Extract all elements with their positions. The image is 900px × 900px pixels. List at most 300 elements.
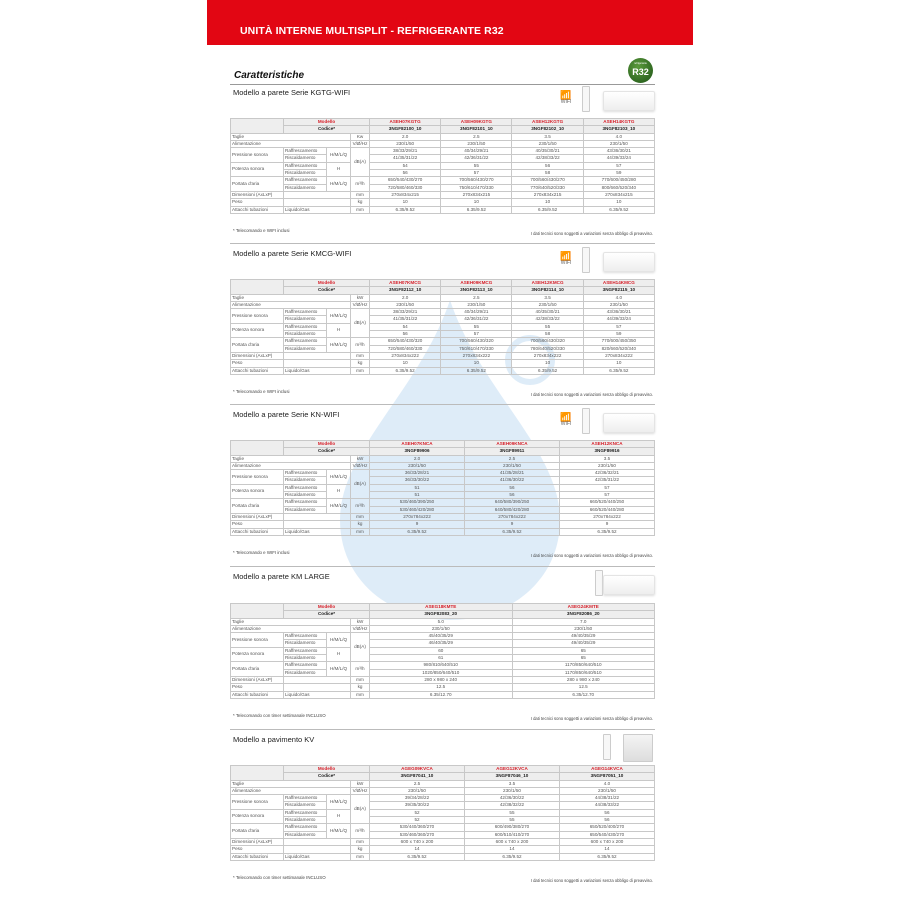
spec-value: 700/560/430/270: [441, 177, 512, 184]
row-label: Dimensioni (AxLxP): [231, 838, 284, 845]
model-code: 3NGF82083_20: [370, 611, 512, 618]
spec-value: 650/520/400/270: [559, 824, 654, 831]
mode-label: Riscaldamento: [284, 184, 327, 191]
spec-value: 39/35/30/22: [370, 802, 465, 809]
codice-label: Codice*: [284, 126, 370, 133]
spec-value: 6.35/9.52: [512, 367, 583, 374]
modello-label: Modello: [284, 119, 370, 126]
header-blank: [231, 280, 284, 295]
spec-value: 39/34/28/22: [370, 795, 465, 802]
model-name: ASEG24KMTE: [512, 604, 655, 611]
table-row: [231, 140, 655, 147]
spec-value: 55: [441, 162, 512, 169]
row-label: Portata d'aria: [231, 824, 284, 839]
footnote: * Telecomando con timer settimanale INCLUSO: [233, 875, 326, 880]
mode-label: Raffrescamento: [284, 484, 327, 491]
spec-value: 6.35/9.52: [370, 528, 465, 535]
spec-value: 650/540/430/320: [370, 338, 441, 345]
speed-label: H/M/L/Q: [327, 338, 351, 353]
spec-value: 49/40/35/29: [512, 633, 655, 640]
spec-value: 7.0: [512, 618, 655, 625]
spec-value: 230/1/50: [512, 301, 583, 308]
spec-value: 640/580/420/280: [465, 506, 560, 513]
spec-value: 57: [441, 331, 512, 338]
codice-label: Codice*: [284, 611, 370, 618]
section-title: Modello a parete KM LARGE: [233, 572, 330, 581]
spec-value: 45/40/35/29: [370, 633, 512, 640]
unit: Kw: [351, 133, 370, 140]
unit: m³/h: [351, 824, 370, 839]
mode-label: Riscaldamento: [284, 802, 327, 809]
model-code: 3NGF87051_10: [559, 773, 654, 780]
spec-value: 44/39/33/24: [583, 155, 654, 162]
table-header-row: [231, 126, 655, 133]
row-label: Potenza sonora: [231, 323, 284, 338]
spec-value: 4.0: [583, 294, 654, 301]
spec-value: 56: [465, 484, 560, 491]
spec-value: 230/1/50: [370, 301, 441, 308]
spec-value: 42/36/30/22: [465, 795, 560, 802]
spec-value: 770/600/450/280: [583, 177, 654, 184]
unit: kg: [351, 521, 370, 528]
product-images: [555, 246, 655, 280]
table-header-row: [231, 604, 655, 611]
r32-badge: refrigerante R32: [628, 58, 653, 83]
unit: mm: [351, 352, 370, 359]
mode-label: Liquido/Gas: [284, 367, 351, 374]
table-header-row: [231, 448, 655, 455]
row-label: Potenza sonora: [231, 647, 284, 662]
spec-value: 270x784x222: [465, 513, 560, 520]
spec-value: 4.0: [559, 780, 654, 787]
unit: m³/h: [351, 338, 370, 353]
empty-cell: [284, 684, 351, 691]
spec-value: 46/40/35/29: [370, 640, 512, 647]
remote-control-image: [582, 247, 590, 273]
speed-label: H/M/L/Q: [327, 633, 351, 648]
model-code: 3NGF87041_10: [370, 773, 465, 780]
codice-label: Codice*: [284, 287, 370, 294]
spec-value: 57: [559, 484, 654, 491]
section-title: Modello a parete Serie KN-WIFI: [233, 410, 340, 419]
mode-label: Raffrescamento: [284, 162, 327, 169]
unit: kg: [351, 846, 370, 853]
spec-value: 230/1/50: [465, 787, 560, 794]
spec-table: [230, 603, 655, 699]
spec-value: 55: [465, 809, 560, 816]
section-heading: Caratteristiche: [234, 70, 305, 81]
spec-value: 12.5: [512, 684, 655, 691]
spec-value: 750/610/470/330: [441, 184, 512, 191]
row-label: Potenza sonora: [231, 162, 284, 177]
table-row: [231, 838, 655, 845]
spec-value: 57: [441, 170, 512, 177]
mode-label: Raffrescamento: [284, 499, 327, 506]
spec-value: 6.35/9.52: [583, 206, 654, 213]
modello-label: Modello: [284, 280, 370, 287]
unit: kg: [351, 684, 370, 691]
mode-label: Liquido/Gas: [284, 691, 351, 698]
unit: kW: [351, 780, 370, 787]
spec-value: 600 x 740 x 200: [559, 838, 654, 845]
spec-value: 270x834x222: [583, 352, 654, 359]
speed-label: H: [327, 484, 351, 499]
spec-value: 640/580/390/250: [465, 499, 560, 506]
mode-label: Riscaldamento: [284, 817, 327, 824]
spec-value: 65: [512, 647, 655, 654]
row-label: Attacchi tubazioni: [231, 528, 284, 535]
indoor-unit-image: [603, 413, 655, 433]
unit: dB(A): [351, 148, 370, 177]
spec-table: [230, 279, 655, 375]
spec-value: 9: [465, 521, 560, 528]
model-name: ASEH14KGTG: [583, 119, 654, 126]
divider: [230, 729, 655, 730]
table-row: [231, 352, 655, 359]
spec-value: 10: [441, 360, 512, 367]
table-row: [231, 691, 655, 698]
row-label: Portata d'aria: [231, 662, 284, 677]
spec-value: 59: [583, 331, 654, 338]
model-code: 3NGF89906: [370, 448, 465, 455]
model-name: ASEH07KGTG: [370, 119, 441, 126]
footnote: * Telecomando con timer settimanale INCLUSO: [233, 713, 326, 718]
product-images: [555, 732, 655, 766]
row-label: Dimensioni (AxLxP): [231, 676, 284, 683]
spec-value: 41/35/31/22: [370, 155, 441, 162]
spec-value: 44/38/33/22: [559, 802, 654, 809]
table-row: [231, 787, 655, 794]
modello-label: Modello: [284, 766, 370, 773]
spec-value: 530/460/390/250: [370, 499, 465, 506]
table-row: [231, 191, 655, 198]
section-title: Modello a pavimento KV: [233, 735, 315, 744]
spec-value: 3.5: [512, 294, 583, 301]
spec-value: 2.0: [370, 294, 441, 301]
spec-value: 40/35/30/21: [512, 148, 583, 155]
table-row: [231, 669, 655, 676]
unit: V/Ø/Hz: [351, 787, 370, 794]
unit: mm: [351, 838, 370, 845]
row-label: Peso: [231, 199, 284, 206]
spec-value: 230/1/50: [441, 301, 512, 308]
table-row: [231, 162, 655, 169]
unit: dB(A): [351, 309, 370, 338]
section-title: Modello a parete Serie KMCG-WIFI: [233, 249, 352, 258]
spec-table: [230, 765, 655, 861]
row-label: Dimensioni (AxLxP): [231, 191, 284, 198]
unit: dB(A): [351, 633, 370, 662]
table-header-row: [231, 766, 655, 773]
speed-label: H/M/L/Q: [327, 795, 351, 810]
spec-value: 14: [370, 846, 465, 853]
mode-label: Riscaldamento: [284, 492, 327, 499]
spec-value: 42/35/31/22: [559, 477, 654, 484]
indoor-unit-image: [603, 575, 655, 595]
modello-label: Modello: [284, 604, 370, 611]
spec-value: 43/36/30/21: [583, 309, 654, 316]
mode-label: Liquido/Gas: [284, 528, 351, 535]
spec-value: 60: [370, 647, 512, 654]
product-images: [555, 569, 655, 603]
remote-control-image: [603, 734, 611, 760]
disclaimer: I dati tecnici sono soggetti a variazioni senza obbligo di preavviso.: [530, 553, 653, 558]
speed-label: H: [327, 809, 351, 824]
row-label: Pressione sonora: [231, 309, 284, 324]
spec-value: 42/38/33/22: [512, 316, 583, 323]
spec-value: 6.35/9.52: [441, 206, 512, 213]
empty-cell: [284, 360, 351, 367]
row-label: Peso: [231, 684, 284, 691]
speed-label: H: [327, 647, 351, 662]
spec-value: 800/660/520/340: [583, 184, 654, 191]
row-label: Portata d'aria: [231, 499, 284, 514]
spec-value: 700/560/430/320: [512, 338, 583, 345]
divider: [230, 566, 655, 567]
spec-value: 600/490/380/270: [465, 824, 560, 831]
spec-value: 2.5: [370, 780, 465, 787]
table-row: [231, 684, 655, 691]
empty-cell: [284, 676, 351, 683]
table-row: [231, 470, 655, 477]
mode-label: Raffrescamento: [284, 338, 327, 345]
floor-unit-image: [623, 734, 653, 762]
spec-table: [230, 118, 655, 214]
spec-value: 530/440/360/270: [370, 824, 465, 831]
model-name: ASEH07KNCA: [370, 441, 465, 448]
row-label: Dimensioni (AxLxP): [231, 352, 284, 359]
remote-control-image: [582, 86, 590, 112]
spec-value: 6.35/12.70: [370, 691, 512, 698]
indoor-unit-image: [603, 252, 655, 272]
spec-value: 10: [370, 199, 441, 206]
unit: V/Ø/Hz: [351, 140, 370, 147]
model-name: ASEH12KNCA: [559, 441, 654, 448]
spec-value: 6.35/9.52: [583, 367, 654, 374]
speed-label: H/M/L/Q: [327, 499, 351, 514]
mode-label: Riscaldamento: [284, 316, 327, 323]
model-name: ASEH12KMCG: [512, 280, 583, 287]
spec-value: 6.35/9.52: [559, 528, 654, 535]
spec-value: 57: [583, 323, 654, 330]
spec-value: 6.35/12.70: [512, 691, 655, 698]
table-row: [231, 133, 655, 140]
spec-value: 55: [512, 323, 583, 330]
row-label: Alimentazione: [231, 625, 351, 632]
unit: mm: [351, 206, 370, 213]
unit: kg: [351, 199, 370, 206]
spec-value: 270x784x222: [370, 513, 465, 520]
row-label: Portata d'aria: [231, 338, 284, 353]
spec-value: 59: [583, 170, 654, 177]
table-row: [231, 345, 655, 352]
unit: kg: [351, 360, 370, 367]
row-label: Portata d'aria: [231, 177, 284, 192]
codice-label: Codice*: [284, 448, 370, 455]
spec-value: 3.5: [559, 455, 654, 462]
spec-value: 44/38/31/22: [559, 795, 654, 802]
unit: mm: [351, 676, 370, 683]
row-label: Taglie: [231, 780, 351, 787]
spec-value: 40/35/30/21: [512, 309, 583, 316]
spec-value: 2.0: [370, 455, 465, 462]
spec-table: [230, 440, 655, 536]
row-label: Potenza sonora: [231, 484, 284, 499]
spec-value: 6.35/9.52: [512, 206, 583, 213]
spec-value: 51: [370, 492, 465, 499]
spec-value: 1170/850/640/510: [512, 662, 655, 669]
spec-value: 42/38/33/22: [512, 155, 583, 162]
table-row: [231, 676, 655, 683]
spec-value: 980/810/640/510: [370, 662, 512, 669]
model-code: 3NGF82101_10: [441, 126, 512, 133]
spec-value: 2.0: [370, 133, 441, 140]
spec-value: 52: [370, 817, 465, 824]
spec-value: 270x784x222: [559, 513, 654, 520]
mode-label: Liquido/Gas: [284, 206, 351, 213]
mode-label: Riscaldamento: [284, 831, 327, 838]
row-label: Pressione sonora: [231, 633, 284, 648]
section-title: Modello a parete Serie KGTG-WIFI: [233, 88, 351, 97]
spec-value: 36/33/28/21: [370, 470, 465, 477]
table-row: [231, 155, 655, 162]
disclaimer: I dati tecnici sono soggetti a variazioni senza obbligo di preavviso.: [530, 392, 653, 397]
spec-value: 530/460/360/270: [370, 831, 465, 838]
mode-label: Liquido/Gas: [284, 853, 351, 860]
table-row: [231, 148, 655, 155]
model-code: 3NGF82112_10: [370, 287, 441, 294]
disclaimer: I dati tecnici sono soggetti a variazioni senza obbligo di preavviso.: [530, 716, 653, 721]
table-row: [231, 647, 655, 654]
spec-value: 230/1/50: [370, 787, 465, 794]
row-label: Dimensioni (AxLxP): [231, 513, 284, 520]
header-blank: [231, 441, 284, 456]
spec-value: 6.35/9.52: [559, 853, 654, 860]
spec-value: 2.5: [441, 294, 512, 301]
model-code: 3NGF82115_10: [583, 287, 654, 294]
row-label: Alimentazione: [231, 301, 351, 308]
spec-value: 770/640/520/330: [512, 184, 583, 191]
spec-value: 770/600/450/350: [583, 338, 654, 345]
spec-value: 4.0: [583, 133, 654, 140]
spec-value: 42/36/31/22: [441, 155, 512, 162]
model-name: AGEG12KVCA: [465, 766, 560, 773]
page-title: UNITÀ INTERNE MULTISPLIT - REFRIGERANTE R32: [240, 25, 504, 37]
mode-label: Raffrescamento: [284, 470, 327, 477]
disclaimer: I dati tecnici sono soggetti a variazioni senza obbligo di preavviso.: [530, 878, 653, 883]
row-label: Peso: [231, 521, 284, 528]
codice-label: Codice*: [284, 773, 370, 780]
mode-label: Raffrescamento: [284, 824, 327, 831]
model-code: 3NGF89916: [559, 448, 654, 455]
unit: mm: [351, 191, 370, 198]
spec-value: 61: [370, 655, 512, 662]
spec-value: 10: [512, 360, 583, 367]
model-name: ASEH09KGTG: [441, 119, 512, 126]
table-row: [231, 802, 655, 809]
spec-value: 14: [559, 846, 654, 853]
model-name: ASEG18KMTE: [370, 604, 512, 611]
spec-value: 1170/850/640/510: [512, 669, 655, 676]
spec-value: 38/33/29/21: [370, 309, 441, 316]
model-name: AGEG14KVCA: [559, 766, 654, 773]
row-label: Attacchi tubazioni: [231, 206, 284, 213]
table-row: [231, 633, 655, 640]
table-header-row: [231, 280, 655, 287]
spec-value: 49/40/35/29: [512, 640, 655, 647]
spec-value: 6.35/9.52: [441, 367, 512, 374]
table-row: [231, 484, 655, 491]
spec-value: 40/34/29/21: [441, 148, 512, 155]
spec-value: 58: [512, 170, 583, 177]
row-label: Potenza sonora: [231, 809, 284, 824]
footnote: * Telecomando e WIFI inclusi: [233, 389, 290, 394]
spec-value: 56: [370, 170, 441, 177]
table-header-row: [231, 119, 655, 126]
mode-label: Riscaldamento: [284, 155, 327, 162]
table-header-row: [231, 441, 655, 448]
model-name: ASEH09KNCA: [465, 441, 560, 448]
spec-value: 270x834x222: [512, 352, 583, 359]
spec-value: 3.5: [465, 780, 560, 787]
unit: mm: [351, 853, 370, 860]
spec-value: 5.0: [370, 618, 512, 625]
table-row: [231, 338, 655, 345]
spec-value: 650/540/430/270: [370, 177, 441, 184]
spec-value: 42/36/32/21: [559, 470, 654, 477]
model-name: AGEG09KVCA: [370, 766, 465, 773]
spec-value: 230/1/50: [559, 787, 654, 794]
model-code: 3NGF82113_10: [441, 287, 512, 294]
spec-value: 660/520/440/280: [559, 506, 654, 513]
footnote: * Telecomando e WIFI inclusi: [233, 228, 290, 233]
table-row: [231, 199, 655, 206]
speed-label: H/M/L/Q: [327, 177, 351, 192]
spec-value: 42/36/31/22: [441, 316, 512, 323]
row-label: Peso: [231, 846, 284, 853]
unit: kW: [351, 294, 370, 301]
spec-value: 280 x 980 x 240: [512, 676, 655, 683]
spec-value: 10: [370, 360, 441, 367]
spec-value: 530/460/420/280: [370, 506, 465, 513]
unit: V/Ø/Hz: [351, 301, 370, 308]
unit: m³/h: [351, 662, 370, 677]
mode-label: Riscaldamento: [284, 331, 327, 338]
empty-cell: [284, 191, 351, 198]
table-row: [231, 513, 655, 520]
modello-label: Modello: [284, 441, 370, 448]
spec-value: 10: [441, 199, 512, 206]
wifi-icon: 📶 WIFI: [560, 412, 572, 427]
table-header-row: [231, 773, 655, 780]
spec-value: 750/610/470/330: [441, 345, 512, 352]
footnote: * Telecomando e WIFI inclusi: [233, 550, 290, 555]
table-header-row: [231, 611, 655, 618]
row-label: Taglie: [231, 133, 351, 140]
spec-value: 650/540/430/270: [559, 831, 654, 838]
spec-value: 270x834x215: [441, 191, 512, 198]
divider: [230, 243, 655, 244]
mode-label: Raffrescamento: [284, 633, 327, 640]
spec-value: 6.35/9.52: [370, 367, 441, 374]
table-row: [231, 662, 655, 669]
table-row: [231, 795, 655, 802]
row-label: Pressione sonora: [231, 148, 284, 163]
mode-label: Raffrescamento: [284, 647, 327, 654]
spec-value: 230/1/50: [559, 462, 654, 469]
table-row: [231, 853, 655, 860]
spec-value: 280 x 980 x 240: [370, 676, 512, 683]
